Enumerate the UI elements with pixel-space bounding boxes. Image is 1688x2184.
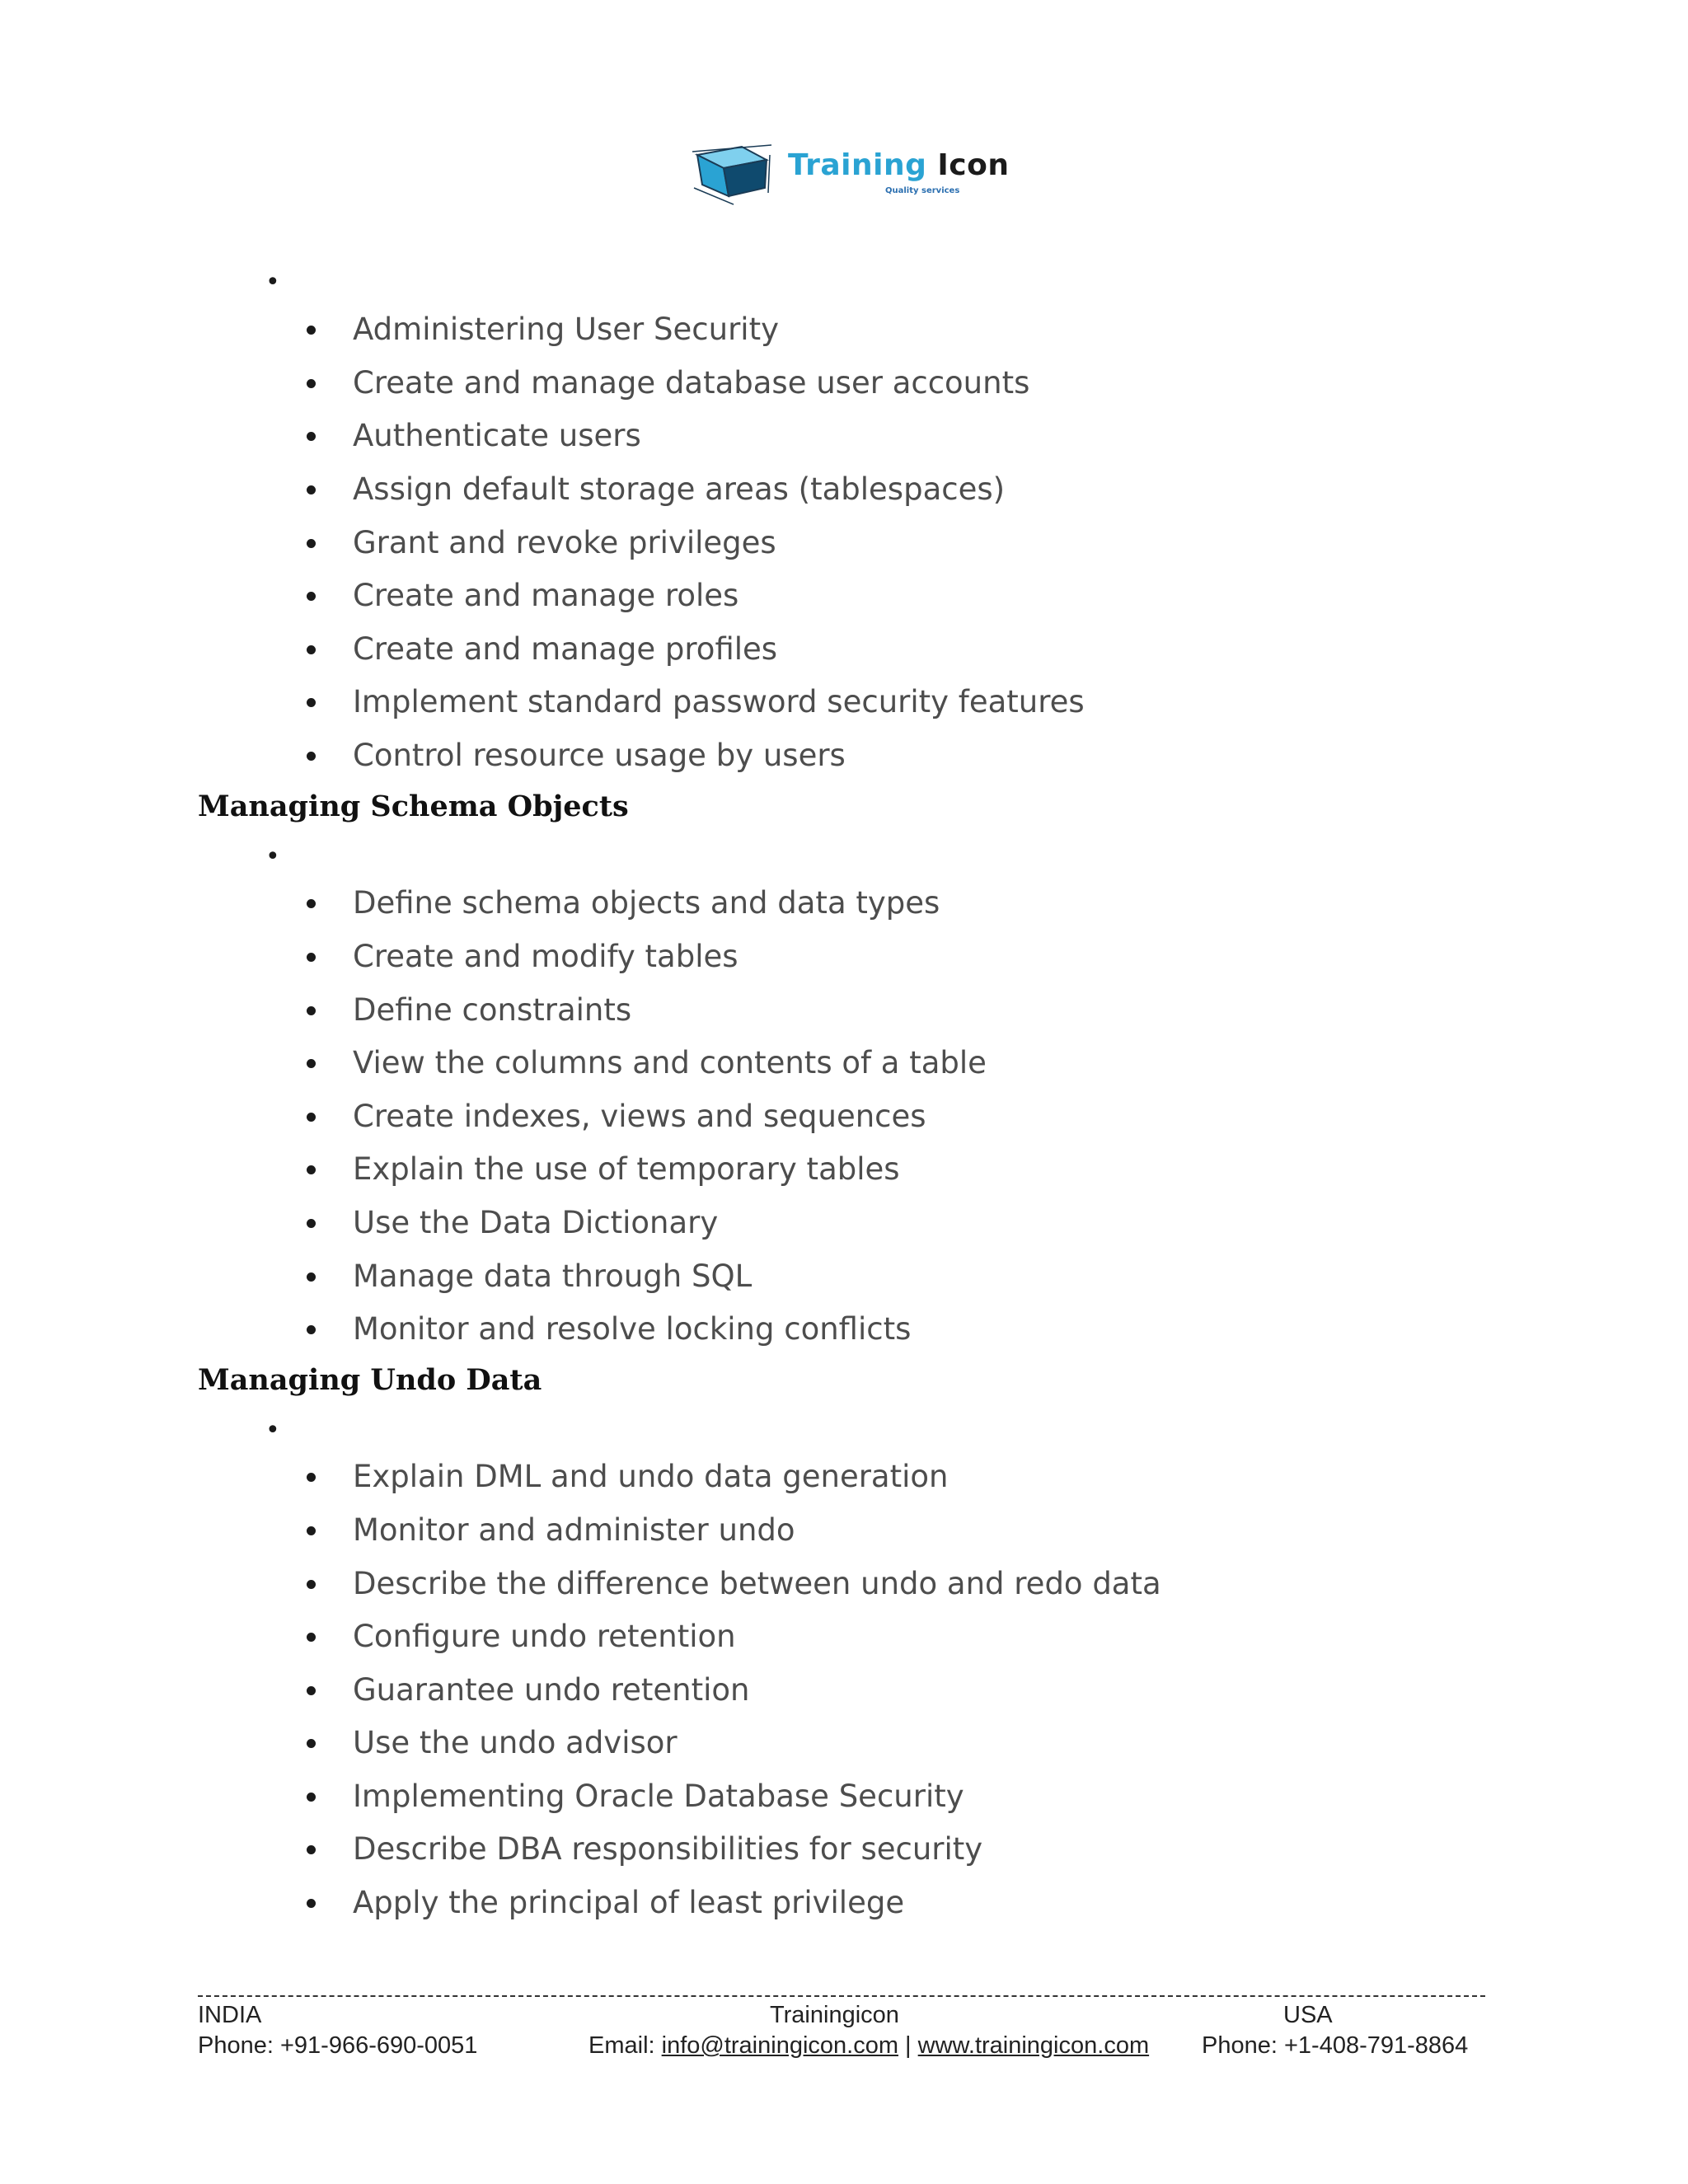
footer-center-name: Trainingicon — [770, 2002, 899, 2028]
bullet-icon — [307, 1580, 316, 1589]
bullet-icon — [307, 1845, 316, 1854]
bullet-icon — [307, 326, 316, 335]
logo-tagline: Quality services — [885, 186, 960, 195]
empty-bullet: • — [265, 842, 280, 871]
bullet-icon — [307, 1473, 316, 1482]
section-heading: Managing Undo Data — [198, 1363, 542, 1397]
bullet-icon — [307, 752, 316, 761]
bullet-icon — [307, 539, 316, 548]
footer-contact — [588, 2031, 1149, 2060]
bullet-icon — [307, 1006, 316, 1015]
bullet-icon — [307, 1272, 316, 1282]
footer-divider — [198, 1995, 1485, 1997]
bullet-icon — [307, 1739, 316, 1748]
bullet-icon — [307, 953, 316, 962]
footer-left-country: INDIA — [198, 2002, 262, 2028]
cube-logo-icon — [691, 138, 790, 208]
bullet-icon — [307, 1325, 316, 1334]
logo-wordmark — [788, 148, 1010, 182]
logo-word-icon: Icon — [937, 148, 1010, 182]
bullet-icon — [307, 485, 316, 494]
document-page: Training Icon Quality services • Administering User Security Create and manage database user accounts Authenticate users Assign default storage areas (tablespaces) Grant and revoke privileges Create and manage roles Create and manage profiles Implement standard password security features Control resource usage by users Managing Schema Objects • Define schema objects and data types Create and modify tables Define constraints View the columns and contents of a table Create indexes, views and sequences Explain the use of temporary tables Use the Data Dictionary Manage data through SQL Monitor and resolve locking conflicts Managing Undo Data • Explain DML and undo data generation Monitor and administer undo Describe the difference between undo and redo data Configure undo retention Guarantee undo retention Use the undo advisor Implementing Oracle Database Security Describe DBA responsibilities for security Apply the principal of least privilege INDIA Phone: +91-966-690-0051 Trainingicon Email: info@trainingicon.com | www.trainingicon.com USA Phone: +1-408-791-8864 — [0, 0, 1688, 2184]
bullet-icon — [307, 698, 316, 707]
bullet-icon — [307, 1526, 316, 1535]
footer-email-link[interactable]: info@trainingicon.com — [661, 2032, 898, 2059]
bullet-icon — [307, 1686, 316, 1695]
footer-right-country: USA — [1283, 2002, 1333, 2028]
bullet-icon — [307, 1899, 316, 1908]
empty-bullet: • — [265, 1416, 280, 1445]
empty-bullet: • — [265, 268, 280, 297]
footer-separator: | — [898, 2032, 918, 2059]
bullet-icon — [307, 1113, 316, 1122]
bullet-icon — [307, 379, 316, 388]
footer-left-phone: Phone: +91-966-690-0051 — [198, 2032, 478, 2059]
section-heading: Managing Schema Objects — [198, 790, 629, 823]
bullet-icon — [307, 645, 316, 654]
bullet-icon — [307, 592, 316, 601]
bullet-icon — [307, 1633, 316, 1642]
bullet-icon — [307, 1793, 316, 1802]
logo-word-training: Training — [788, 148, 927, 182]
bullet-icon — [307, 1059, 316, 1068]
bullet-icon — [307, 899, 316, 908]
footer-email-label: Email: — [588, 2032, 662, 2059]
bullet-icon — [307, 1219, 316, 1228]
bullet-icon — [307, 1165, 316, 1174]
footer-website-link[interactable]: www.trainingicon.com — [917, 2032, 1150, 2059]
training-icon-logo — [691, 138, 1010, 208]
bullet-icon — [307, 432, 316, 441]
footer-right-phone: Phone: +1-408-791-8864 — [1202, 2032, 1469, 2059]
